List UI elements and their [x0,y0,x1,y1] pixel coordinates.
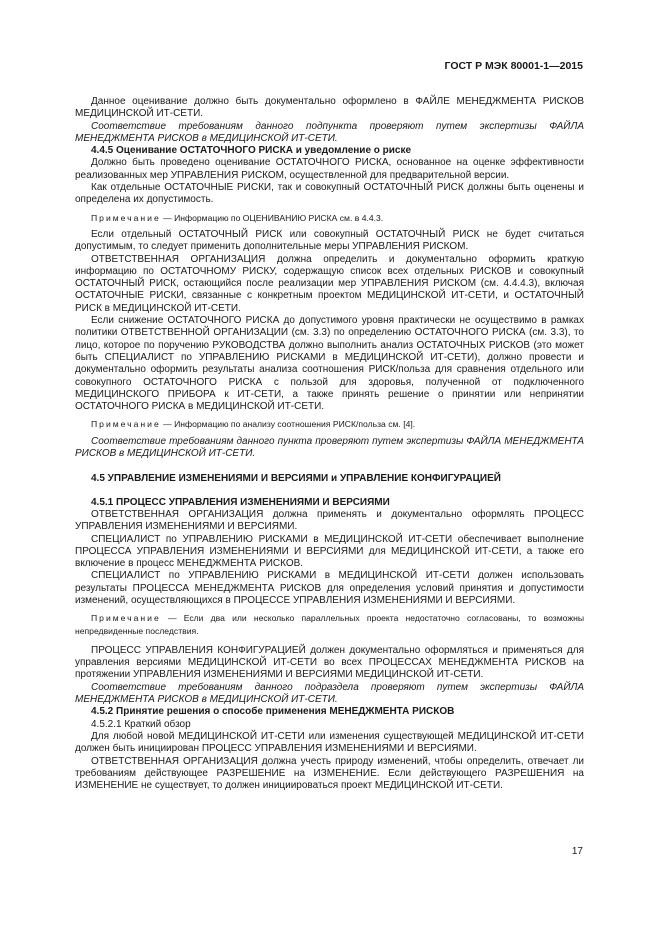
note-text: — Если два или несколько параллельных проекта недостаточно согласованы, то возможны непредвиденные последствия. [75,613,584,636]
note-label: Примечание [91,212,161,223]
compliance-note: Соответствие требованиям данного пункта проверяют путем экспертизы ФАЙЛА МЕНЕДЖМЕНТА РИСКОВ в МЕДИЦИНСКОЙ ИТ-СЕТИ. [75,435,584,460]
note [75,612,584,637]
paragraph: Для любой новой МЕДИЦИНСКОЙ ИТ-СЕТИ или изменения существующей МЕДИЦИНСКОЙ ИТ-СЕТИ должен быть инициирован ПРОЦЕСС УПРАВЛЕНИЯ ИЗМЕНЕНИЯМИ И ВЕРСИЯМИ. [75,730,584,755]
paragraph: ОТВЕТСТВЕННАЯ ОРГАНИЗАЦИЯ должна применять и документально оформлять ПРОЦЕСС УПРАВЛЕНИЯ ИЗМЕНЕНИЯМИ И ВЕРСИЯМИ. [75,508,584,533]
paragraph: Если снижение ОСТАТОЧНОГО РИСКА до допустимого уровня практически не осуществимо в рамках политики ОТВЕТСТВЕННОЙ ОРГАНИЗАЦИИ (см. 3.3) по определению ОСТАТОЧНОГО РИСКА (см. 3.3), то лицо, которое по поручению РУКОВОДСТВА должно выполнить анализ ОСТАТОЧНЫХ РИСКОВ (это может быть СПЕЦИАЛИСТ по УПРАВЛЕНИЮ РИСКАМИ в МЕДИЦИНСКОЙ ИТ-СЕТИ), должно провести и документально оформить результаты анализа соотношения РИСК/польза для сравнения отдельного или совокупного ОСТАТОЧНОГО РИСКА с пользой для здоровья, полученной от подключенного МЕДИЦИНСКОГО ПРИБОРА к ИТ-СЕТИ, а также принять решение о принятии или непринятии ОСТАТОЧНОГО РИСКА в МЕДИЦИНСКОЙ ИТ-СЕТИ. [75,315,584,413]
paragraph: Данное оценивание должно быть документально оформлено в ФАЙЛЕ МЕНЕДЖМЕНТА РИСКОВ МЕДИЦИНСКОЙ ИТ-СЕТИ. [75,96,584,120]
note-label: Примечание [91,419,161,430]
note-text: — Информацию по ОЦЕНИВАНИЮ РИСКА см. в 4.4.3. [163,212,384,223]
note [75,418,584,430]
note-text: — Информацию по анализу соотношения РИСК/польза см. [4]. [163,419,416,430]
paragraph: ОТВЕТСТВЕННАЯ ОРГАНИЗАЦИЯ должна учесть природу изменений, чтобы определить, отвечает ли требованиям действующее РАЗРЕШЕНИЕ на ИЗМЕНЕНИЕ. Если действующего РАЗРЕШЕНИЯ на ИЗМЕНЕНИЕ не существует, то должен инициироваться проект МЕДИЦИНСКОЙ ИТ-СЕТИ. [75,755,584,792]
compliance-note: Соответствие требованиям данного подраздела проверяют путем экспертизы ФАЙЛА МЕНЕДЖМЕНТА РИСКОВ в МЕДИЦИНСКОЙ ИТ-СЕТИ. [75,681,584,706]
page-number: 17 [571,846,583,857]
section-heading: 4.5 УПРАВЛЕНИЕ ИЗМЕНЕНИЯМИ И ВЕРСИЯМИ и УПРАВЛЕНИЕ КОНФИГУРАЦИЕЙ [91,473,501,485]
clause-heading: 4.5.1 ПРОЦЕСС УПРАВЛЕНИЯ ИЗМЕНЕНИЯМИ И ВЕРСИЯМИ [91,496,390,508]
document-code: ГОСТ Р МЭК 80001-1—2015 [444,60,583,72]
paragraph: ПРОЦЕСС УПРАВЛЕНИЯ КОНФИГУРАЦИЕЙ должен документально оформляться и применяться для управления версиями МЕДИЦИНСКОЙ ИТ-СЕТИ во всех ПРОЦЕССАХ МЕНЕДЖМЕНТА РИСКОВ на протяжении УПРАВЛЕНИЯ ИЗМЕНЕНИЯМИ И ВЕРСИЯМИ МЕДИЦИНСКОЙ ИТ-СЕТИ. [75,644,584,681]
clause-heading: 4.4.5 Оценивание ОСТАТОЧНОГО РИСКА и уведомление о риске [91,145,412,157]
paragraph: ОТВЕТСТВЕННАЯ ОРГАНИЗАЦИЯ должна определить и документально оформить краткую информацию по ОСТАТОЧНОМУ РИСКУ, содержащую список всех отдельных РИСКОВ и совокупный ОСТАТОЧНЫЙ РИСК, остающийся после реализации мер УПРАВЛЕНИЯ РИСКОМ (см. 4.4.4.3), включая ОСТАТОЧНЫЕ РИСКИ, связанные с конкретным проектом МЕДИЦИНСКОЙ ИТ-СЕТИ, и ОСТАТОЧНЫЙ РИСК в МЕДИЦИНСКОЙ ИТ-СЕТИ. [75,253,584,314]
clause-heading: 4.5.2 Принятие решения о способе применения МЕНЕДЖМЕНТА РИСКОВ [91,706,455,718]
paragraph: Должно быть проведено оценивание ОСТАТОЧНОГО РИСКА, основанное на оценке эффективности реализованных мер УПРАВЛЕНИЯ РИСКОМ, осуществленной для предварительной версии. [75,157,584,181]
note-label: Примечание [91,613,161,624]
paragraph: СПЕЦИАЛИСТ по УПРАВЛЕНИЮ РИСКАМИ в МЕДИЦИНСКОЙ ИТ-СЕТИ должен использовать результаты ПРОЦЕССА МЕНЕДЖМЕНТА РИСКОВ для определения условий принятия и допустимости изменений, осуществляющихся в ПРОЦЕССЕ УПРАВЛЕНИЯ ИЗМЕНЕНИЯМИ И ВЕРСИЯМИ. [75,570,584,606]
paragraph: Как отдельные ОСТАТОЧНЫЕ РИСКИ, так и совокупный ОСТАТОЧНЫЙ РИСК должны быть оценены и определена их допустимость. [75,182,584,206]
subclause-heading: 4.5.2.1 Краткий обзор [91,718,191,730]
page-body [75,96,584,792]
note [75,212,584,224]
paragraph: Если отдельный ОСТАТОЧНЫЙ РИСК или совокупный ОСТАТОЧНЫЙ РИСК не будет считаться допустимым, то следует применить дополнительные меры УПРАВЛЕНИЯ РИСКОМ. [75,228,584,253]
compliance-note: Соответствие требованиям данного подпункта проверяют путем экспертизы ФАЙЛА МЕНЕДЖМЕНТА РИСКОВ в МЕДИЦИНСКОЙ ИТ-СЕТИ. [75,120,584,144]
paragraph: СПЕЦИАЛИСТ по УПРАВЛЕНИЮ РИСКАМИ в МЕДИЦИНСКОЙ ИТ-СЕТИ обеспечивает выполнение ПРОЦЕССА УПРАВЛЕНИЯ ИЗМЕНЕНИЯМИ И ВЕРСИЯМИ для МЕДИЦИНСКОЙ ИТ-СЕТИ, а также его включение в процесс МЕНЕДЖМЕНТА РИСКОВ. [75,533,584,570]
